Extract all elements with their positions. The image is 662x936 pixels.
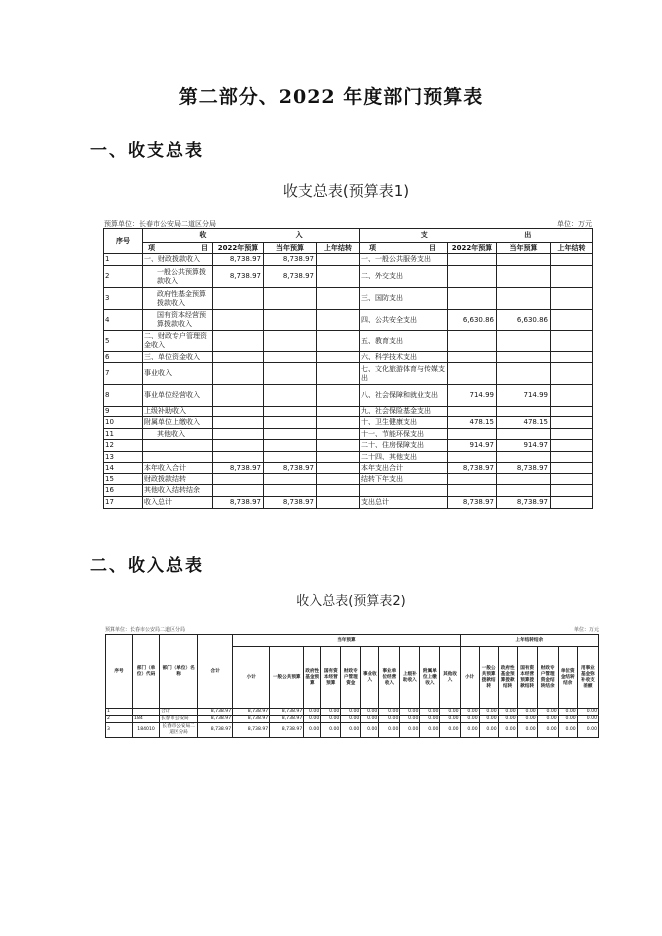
header-income-group: 收 入 [143,229,360,243]
table-row: 9 上级补助收入 九、社会保险基金支出 [104,407,593,417]
header-cur-business-income: 事业收入 [361,647,379,709]
header-cur-subtotal: 小计 [233,647,270,709]
section-heading-summary: 一、收支总表 [90,141,204,161]
table-row: 10 附属单位上缴收入 十、卫生健康支出 478.15 478.15 [104,417,593,429]
header-index: 序号 [104,229,143,254]
table-row: 15 财政拨款结转 结转下年支出 [104,474,593,485]
header-carry-state-capital: 国有资本经营预算拨款结转 [517,647,537,709]
header-expense-current: 当年预算 [497,243,551,254]
table-row: 16 其他收入结转结余 [104,485,593,497]
table-row: 2 一般公共预算拨款收入 8,738.97 8,738.97 二、外交支出 [104,266,593,288]
page-title: 第二部分、2022 年度部门预算表 [178,86,484,108]
header-expense-2022: 2022年预算 [448,243,497,254]
header-dept-name: 部门（单位）名称 [160,635,198,709]
header-cur-general-budget: 一般公共预算 [270,647,304,709]
table-row: 14 本年收入合计 8,738.97 8,738.97 本年支出合计 8,738.97 8,738.97 [104,463,593,474]
header-cur-special-account: 财政专户管理资金 [341,647,361,709]
header-cur-operating-income: 事业单位经营收入 [379,647,400,709]
header-income-2022: 2022年预算 [213,243,264,254]
income-expense-summary-table [103,228,593,509]
header-carry-subtotal: 小计 [460,647,479,709]
currency-unit-label-2: 单位：万元 [573,627,599,633]
table-row: 13 二十四、其他支出 [104,452,593,463]
header-cur-subordinate-remit: 附属单位上缴收入 [420,647,440,709]
header-carryover-group: 上年结转结余 [460,635,598,647]
table-row: 12 二十、住房保障支出 914.97 914.97 [104,440,593,452]
table-row: 3 政府性基金预算拨款收入 三、国防支出 [104,288,593,310]
header-cur-gov-fund: 政府性基金预算 [304,647,321,709]
header-income-current: 当年预算 [264,243,317,254]
header-expense-item: 项 目 [360,243,448,254]
budget-unit-label: 预算单位：长春市公安局二道区分局 [104,220,216,228]
header-income-item: 项 目 [143,243,213,254]
header-carry-gov-fund: 政府性基金预算拨款结转 [498,647,517,709]
header-total: 合计 [198,635,233,709]
table-row: 11 其他收入 十一、节能环保支出 [104,429,593,440]
section-heading-income: 二、收入总表 [90,556,204,576]
table-caption-2: 收入总表(预算表2) [296,594,406,609]
table-row: 17 收入总计 8,738.97 8,738.97 支出总计 8,738.97 8,738.97 [104,497,593,509]
header-income-carryover: 上年结转 [317,243,360,254]
header-cur-state-capital: 国有资本经营预算 [321,647,341,709]
header-dept-code: 部门（单位）代码 [133,635,160,709]
table-row: 7 事业收入 七、文化旅游体育与传媒支出 [104,363,593,385]
header-cur-other-income: 其他收入 [440,647,460,709]
table-caption-1: 收支总表(预算表1) [282,182,410,200]
header-carry-special-account: 财政专户管理资金结转结余 [537,647,558,709]
table-row: 1 合计 8,738.97 8,738.97 8,738.97 0.00 0.00 0.00 0.00 0.00 0.00 0.00 0.00 0.00 0.00 0.00 0.00 0.00 0.00 0.00 [107,709,597,714]
header-index: 序号 [106,635,133,709]
header-expense-carryover: 上年结转 [551,243,593,254]
currency-unit-label: 单位：万元 [557,220,592,228]
table-row: 5 二、财政专户管理资金收入 五、教育支出 [104,331,593,352]
header-carry-unit-funds: 单位资金结转结余 [558,647,577,709]
table-row: 4 国有资本经营预算拨款收入 四、公共安全支出 6,630.86 6,630.86 [104,310,593,331]
table-row: 3 184010 长春市公安局二道区分局 8,738.97 8,738.97 8,738.97 0.00 0.00 0.00 0.00 0.00 0.00 0.00 0.00 0.00 0.00 0.00 0.00 0.00 0.00 0.00 [106,723,599,738]
header-cur-superior-subsidy: 上级补助收入 [400,647,420,709]
header-carry-business-fund: 用事业基金弥补收支差额 [577,647,598,709]
header-expense-group: 支 出 [360,229,593,243]
income-summary-table [105,634,599,738]
table-row: 6 三、单位资金收入 六、科学技术支出 [104,352,593,363]
table-row: 8 事业单位经营收入 八、社会保障和就业支出 714.99 714.99 [104,385,593,407]
header-carry-general: 一般公共预算拨款结转 [479,647,498,709]
budget-unit-label-2: 预算单位：长春市公安局二道区分局 [105,627,186,633]
header-current-year-group: 当年预算 [233,635,460,647]
table-row: 1 一、财政拨款收入 8,738.97 8,738.97 一、一般公共服务支出 [104,254,593,266]
table-row: 2 184 长春市公安局 8,738.97 8,738.97 8,738.97 0.00 0.00 0.00 0.00 0.00 0.00 0.00 0.00 0.00 0.00 0.00 0.00 0.00 0.00 0.00 [107,716,597,721]
